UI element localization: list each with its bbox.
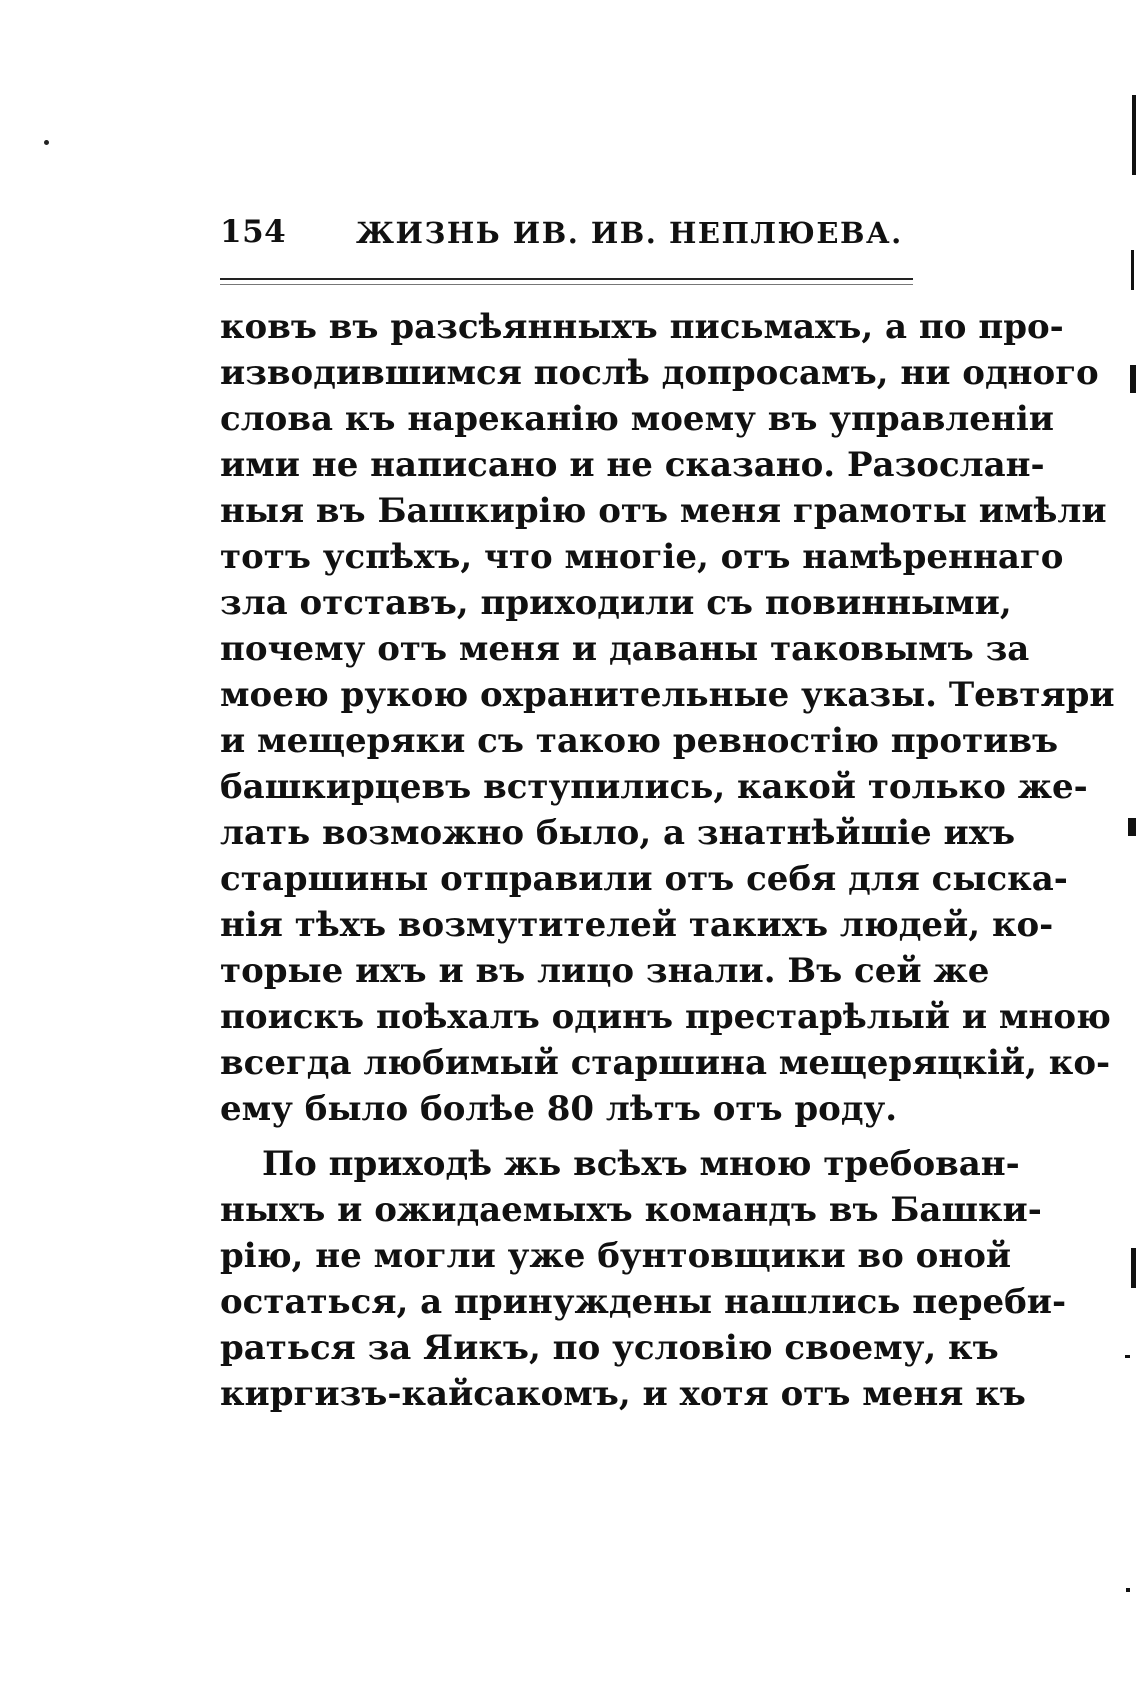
text-line: раться за Яикъ, по условію своему, къ xyxy=(220,1328,999,1368)
scan-edge-mark xyxy=(1131,1248,1136,1288)
running-title: ЖИЗНЬ ИВ. ИВ. НЕПЛЮЕВА. xyxy=(356,216,903,250)
paragraph-2 xyxy=(220,1141,1067,1417)
text-line: остаться, а принуждены нашлись переби- xyxy=(220,1282,1067,1322)
text-line: По приходѣ жь всѣхъ мною требован- xyxy=(262,1144,1020,1184)
text-line: моею рукою охранительные указы. Тевтяри xyxy=(220,675,1115,715)
scan-edge-mark xyxy=(1126,1588,1130,1592)
scan-speck xyxy=(44,140,49,145)
scan-edge-mark xyxy=(1132,95,1136,175)
text-line: ими не написано и не сказано. Разослан- xyxy=(220,445,1045,485)
text-line: слова къ нареканію моему въ управленіи xyxy=(220,399,1054,439)
text-line: зла отставъ, приходили съ повинными, xyxy=(220,583,1012,623)
text-line: и мещеряки съ такою ревностію противъ xyxy=(220,721,1059,761)
text-line: всегда любимый старшина мещеряцкій, ко- xyxy=(220,1043,1111,1083)
text-line: лать возможно было, а знатнѣйшіе ихъ xyxy=(220,813,1016,853)
text-line: киргизъ-кайсакомъ, и хотя отъ меня къ xyxy=(220,1374,1026,1414)
scan-edge-mark xyxy=(1130,365,1136,393)
paragraph-1 xyxy=(220,304,1115,1132)
page-header xyxy=(220,214,920,264)
text-line: ныя въ Башкирію отъ меня грамоты имѣли xyxy=(220,491,1107,531)
text-line: поискъ поѣхалъ одинъ престарѣлый и мною xyxy=(220,997,1111,1037)
text-line: ему было болѣе 80 лѣтъ отъ роду. xyxy=(220,1089,898,1129)
body-text xyxy=(220,304,1115,1417)
text-line: ныхъ и ожидаемыхъ командъ въ Башки- xyxy=(220,1190,1042,1230)
page-number: 154 xyxy=(220,214,287,250)
text-line: ковъ въ разсѣянныхъ письмахъ, а по про- xyxy=(220,307,1064,347)
text-line: почему отъ меня и даваны таковымъ за xyxy=(220,629,1030,669)
text-line: рію, не могли уже бунтовщики во оной xyxy=(220,1236,1012,1276)
text-line: торые ихъ и въ лицо знали. Въ сей же xyxy=(220,951,990,991)
header-rule xyxy=(220,278,913,285)
text-line: изводившимся послѣ допросамъ, ни одного xyxy=(220,353,1099,393)
scan-edge-mark xyxy=(1131,250,1134,290)
text-line: башкирцевъ вступились, какой только же- xyxy=(220,767,1088,807)
text-line: нія тѣхъ возмутителей такихъ людей, ко- xyxy=(220,905,1054,945)
scan-edge-mark xyxy=(1128,818,1136,836)
text-line: старшины отправили отъ себя для сыска- xyxy=(220,859,1068,899)
text-line: тотъ успѣхъ, что многіе, отъ намѣреннаго xyxy=(220,537,1064,577)
scan-edge-mark xyxy=(1125,1355,1130,1358)
